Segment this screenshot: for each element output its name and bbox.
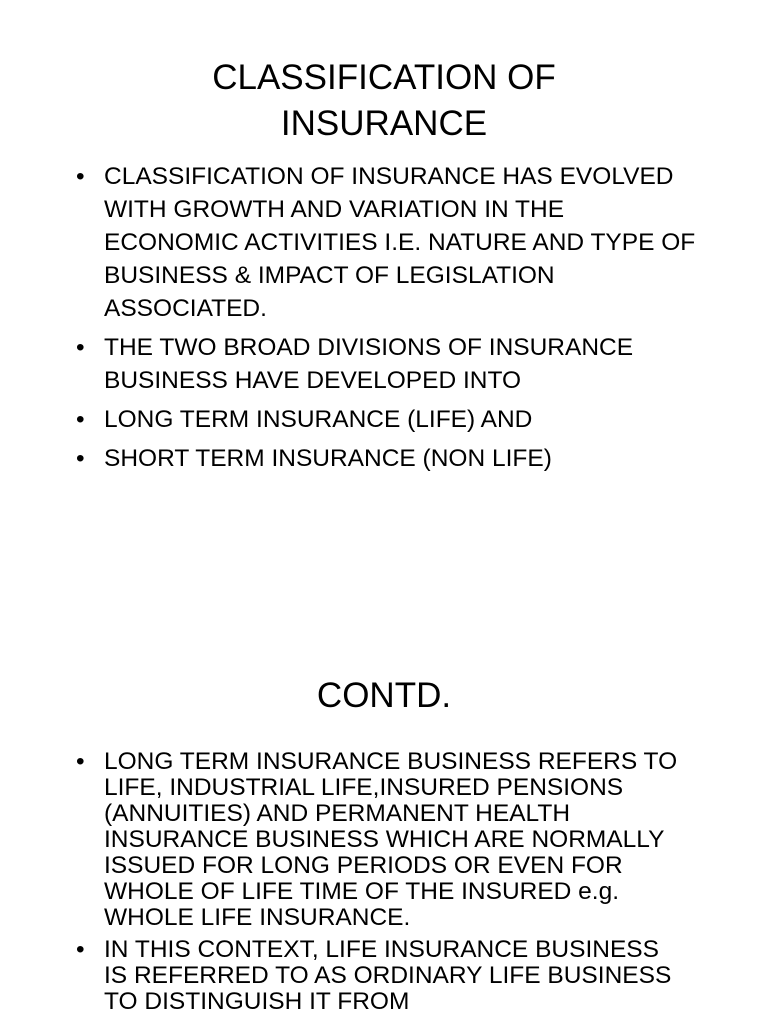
- list-item: [0, 937, 768, 1015]
- slide-contd: [0, 640, 768, 1024]
- list-item: [0, 749, 768, 931]
- bullet-icon: •: [76, 406, 85, 433]
- bullet-text: IN THIS CONTEXT, LIFE INSURANCE BUSINESS IS REFERRED TO AS ORDINARY LIFE BUSINESS TO DISTINGUISH IT FROM: [104, 936, 672, 1015]
- title-line: CLASSIFICATION OF: [212, 58, 556, 97]
- bullet-icon: •: [76, 334, 85, 361]
- bullet-icon: •: [76, 445, 85, 472]
- title-line: INSURANCE: [280, 104, 488, 143]
- slide-title: [0, 55, 768, 147]
- bullet-icon: •: [76, 163, 85, 190]
- bullet-text: CLASSIFICATION OF INSURANCE HAS EVOLVED WITH GROWTH AND VARIATION IN THE ECONOMIC ACTIVITIES I.E. NATURE AND TYPE OF BUSINESS & IMPACT OF LEGISLATION ASSOCIATED.: [104, 163, 696, 322]
- bullet-list: [0, 749, 768, 1021]
- bullet-list: [0, 160, 768, 481]
- bullet-text: THE TWO BROAD DIVISIONS OF INSURANCE BUSINESS HAVE DEVELOPED INTO: [104, 334, 634, 394]
- bullet-icon: •: [76, 936, 85, 963]
- list-item: [0, 160, 768, 325]
- slide-title: [0, 673, 768, 719]
- list-item: [0, 442, 768, 475]
- bullet-text: LONG TERM INSURANCE BUSINESS REFERS TO LIFE, INDUSTRIAL LIFE,INSURED PENSIONS (ANNUITIES) AND PERMANENT HEALTH INSURANCE BUSINESS WHICH ARE NORMALLY ISSUED FOR LONG PERIODS OR EVEN FOR WHOLE OF LIFE TIME OF THE INSURED e.g. WHOLE LIFE INSURANCE.: [104, 748, 678, 931]
- bullet-text: SHORT TERM INSURANCE (NON LIFE): [104, 445, 552, 472]
- list-item: [0, 331, 768, 397]
- list-item: [0, 403, 768, 436]
- title-line: CONTD.: [316, 676, 452, 715]
- bullet-text: LONG TERM INSURANCE (LIFE) AND: [104, 406, 533, 433]
- bullet-icon: •: [76, 748, 85, 775]
